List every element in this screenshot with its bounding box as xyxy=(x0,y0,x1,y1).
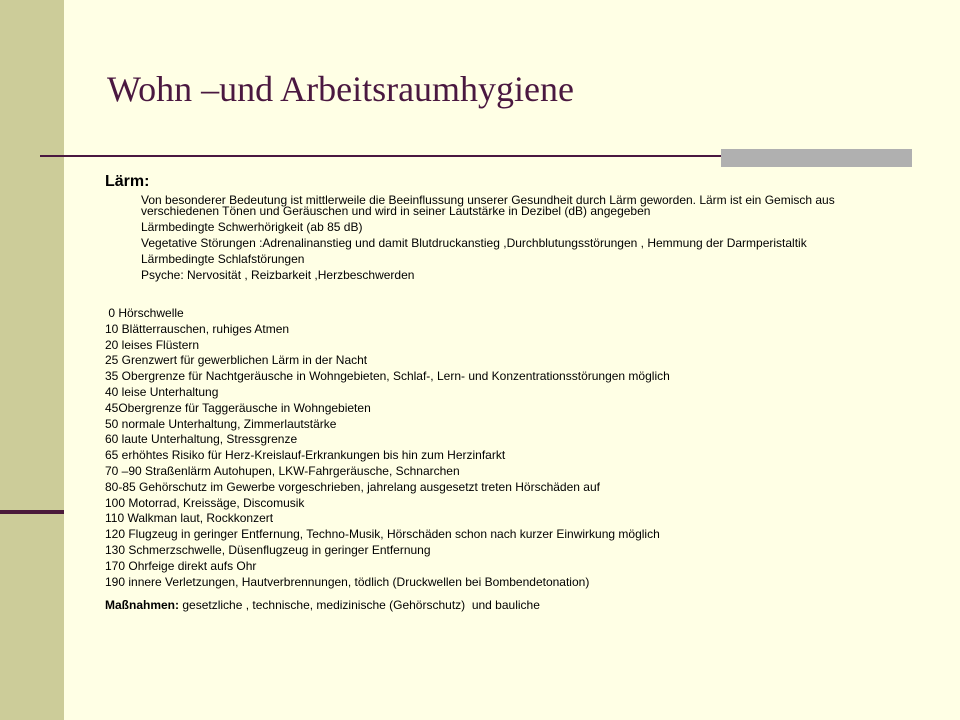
measures-label: Maßnahmen: xyxy=(105,598,180,613)
slide-title: Wohn –und Arbeitsraumhygiene xyxy=(107,69,575,109)
sub-point: Lärmbedingte Schlafstörungen xyxy=(141,252,305,266)
measures-text: gesetzliche , technische, medizinische (Gehörschutz) und bauliche xyxy=(179,598,540,613)
noise-level-item: 25 Grenzwert für gewerblichen Lärm in der Nacht xyxy=(105,353,368,368)
noise-level-item: 0 Hörschwelle xyxy=(105,306,184,320)
left-decorative-band xyxy=(0,0,64,720)
noise-level-item: 80-85 Gehörschutz im Gewerbe vorgeschrieben, jahrelang ausgesetzt treten Hörschäden auf xyxy=(105,479,600,494)
noise-level-item: 130 Schmerzschwelle, Düsenflugzeug in geringer Entfernung xyxy=(105,542,431,557)
noise-level-item: 65 erhöhtes Risiko für Herz-Kreislauf-Erkrankungen bis hin zum Herzinfarkt xyxy=(105,448,506,463)
section-heading: Lärm: xyxy=(105,173,150,190)
noise-level-item: 170 Ohrfeige direkt aufs Ohr xyxy=(105,558,257,573)
noise-level-item: 60 laute Unterhaltung, Stressgrenze xyxy=(105,432,298,447)
noise-level-item: 35 Obergrenze für Nachtgeräusche in Wohngebieten, Schlaf-, Lern- und Konzentrationsstörungen möglich xyxy=(105,369,670,384)
sub-point: Von besonderer Bedeutung ist mittlerweile die Beeinflussung unserer Gesundheit durch Lärm geworden. Lärm ist ein Gemisch aus verschiedenen Tönen und Geräuschen und wird in seiner Lautstärke in Dezibel (dB) angegeben xyxy=(141,193,835,218)
noise-level-item: 40 leise Unterhaltung xyxy=(105,384,219,399)
noise-level-item: 100 Motorrad, Kreissäge, Discomusik xyxy=(105,495,305,510)
slide-body xyxy=(105,173,905,612)
noise-level-item: 120 Flugzeug in geringer Entfernung, Techno-Musik, Hörschäden schon nach kurzer Einwirkung möglich xyxy=(105,527,660,542)
noise-level-item: 190 innere Verletzungen, Hautverbrennungen, tödlich (Druckwellen bei Bombendetonation) xyxy=(105,574,590,589)
noise-level-item: 110 Walkman laut, Rockkonzert xyxy=(105,511,274,526)
noise-level-item: 45Obergrenze für Taggeräusche in Wohngebieten xyxy=(105,400,371,415)
sub-point: Psyche: Nervosität , Reizbarkeit ,Herzbeschwerden xyxy=(141,268,415,282)
title-accent-bar xyxy=(721,149,912,167)
sub-point: Lärmbedingte Schwerhörigkeit (ab 85 dB) xyxy=(141,220,363,234)
noise-level-item: 50 normale Unterhaltung, Zimmerlautstärke xyxy=(105,416,337,431)
measures-line xyxy=(105,598,905,612)
left-accent-line xyxy=(0,510,64,514)
noise-level-item: 10 Blätterrauschen, ruhiges Atmen xyxy=(105,321,290,336)
noise-level-item: 20 leises Flüstern xyxy=(105,337,200,352)
noise-level-item: 70 –90 Straßenlärm Autohupen, LKW-Fahrgeräusche, Schnarchen xyxy=(105,463,460,478)
sub-point: Vegetative Störungen :Adrenalinanstieg und damit Blutdruckanstieg ,Durchblutungsstörungen , Hemmung der Darmperistaltik xyxy=(141,236,807,250)
